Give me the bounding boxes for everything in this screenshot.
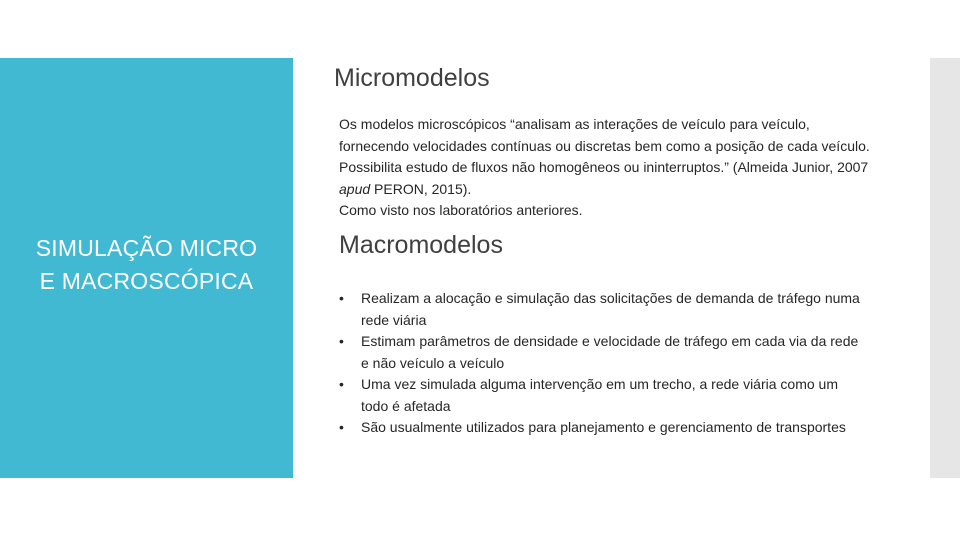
bullet-icon: • bbox=[339, 290, 344, 306]
list-item bbox=[339, 374, 864, 417]
list-item bbox=[339, 331, 864, 374]
bullet-text: Estimam parâmetros de densidade e velocidade de tráfego em cada via da rede e não veículo a veículo bbox=[361, 333, 859, 371]
micromodelos-heading: Micromodelos bbox=[334, 64, 490, 92]
list-item bbox=[339, 417, 864, 439]
slide-title-line-2: E MACROSCÓPICA bbox=[39, 268, 254, 294]
macromodelos-heading: Macromodelos bbox=[339, 231, 503, 259]
micromodelos-paragraph bbox=[339, 114, 879, 200]
micromodelos-note: Como visto nos laboratórios anteriores. bbox=[339, 202, 583, 218]
micromodelos-paragraph-part2: PERON, 2015). bbox=[370, 180, 472, 197]
list-item bbox=[339, 288, 864, 331]
bullet-text: São usualmente utilizados para planejamento e gerenciamento de transportes bbox=[361, 419, 846, 435]
bullet-icon: • bbox=[339, 376, 344, 392]
slide-title-line-1: SIMULAÇÃO MICRO bbox=[35, 235, 258, 261]
apud-italic: apud bbox=[339, 180, 371, 197]
bullet-icon: • bbox=[339, 333, 344, 349]
micromodelos-text bbox=[339, 114, 879, 222]
bullet-icon: • bbox=[339, 419, 344, 435]
macromodelos-bullet-list bbox=[339, 288, 864, 439]
bullet-text: Uma vez simulada alguma intervenção em um trecho, a rede viária como um todo é afetada bbox=[361, 376, 838, 414]
micromodelos-paragraph-part1: Os modelos microscópicos “analisam as interações de veículo para veículo, fornecendo velocidades contínuas ou discretas bem como a posição de cada veículo. Possibilita estudo de fluxos não homogêneos ou ininterruptos.” (Almeida Junior, 2007 bbox=[339, 116, 870, 175]
decorative-strip bbox=[930, 58, 960, 478]
bullet-text: Realizam a alocação e simulação das solicitações de demanda de tráfego numa rede viária bbox=[361, 290, 860, 328]
slide-title bbox=[0, 232, 293, 298]
